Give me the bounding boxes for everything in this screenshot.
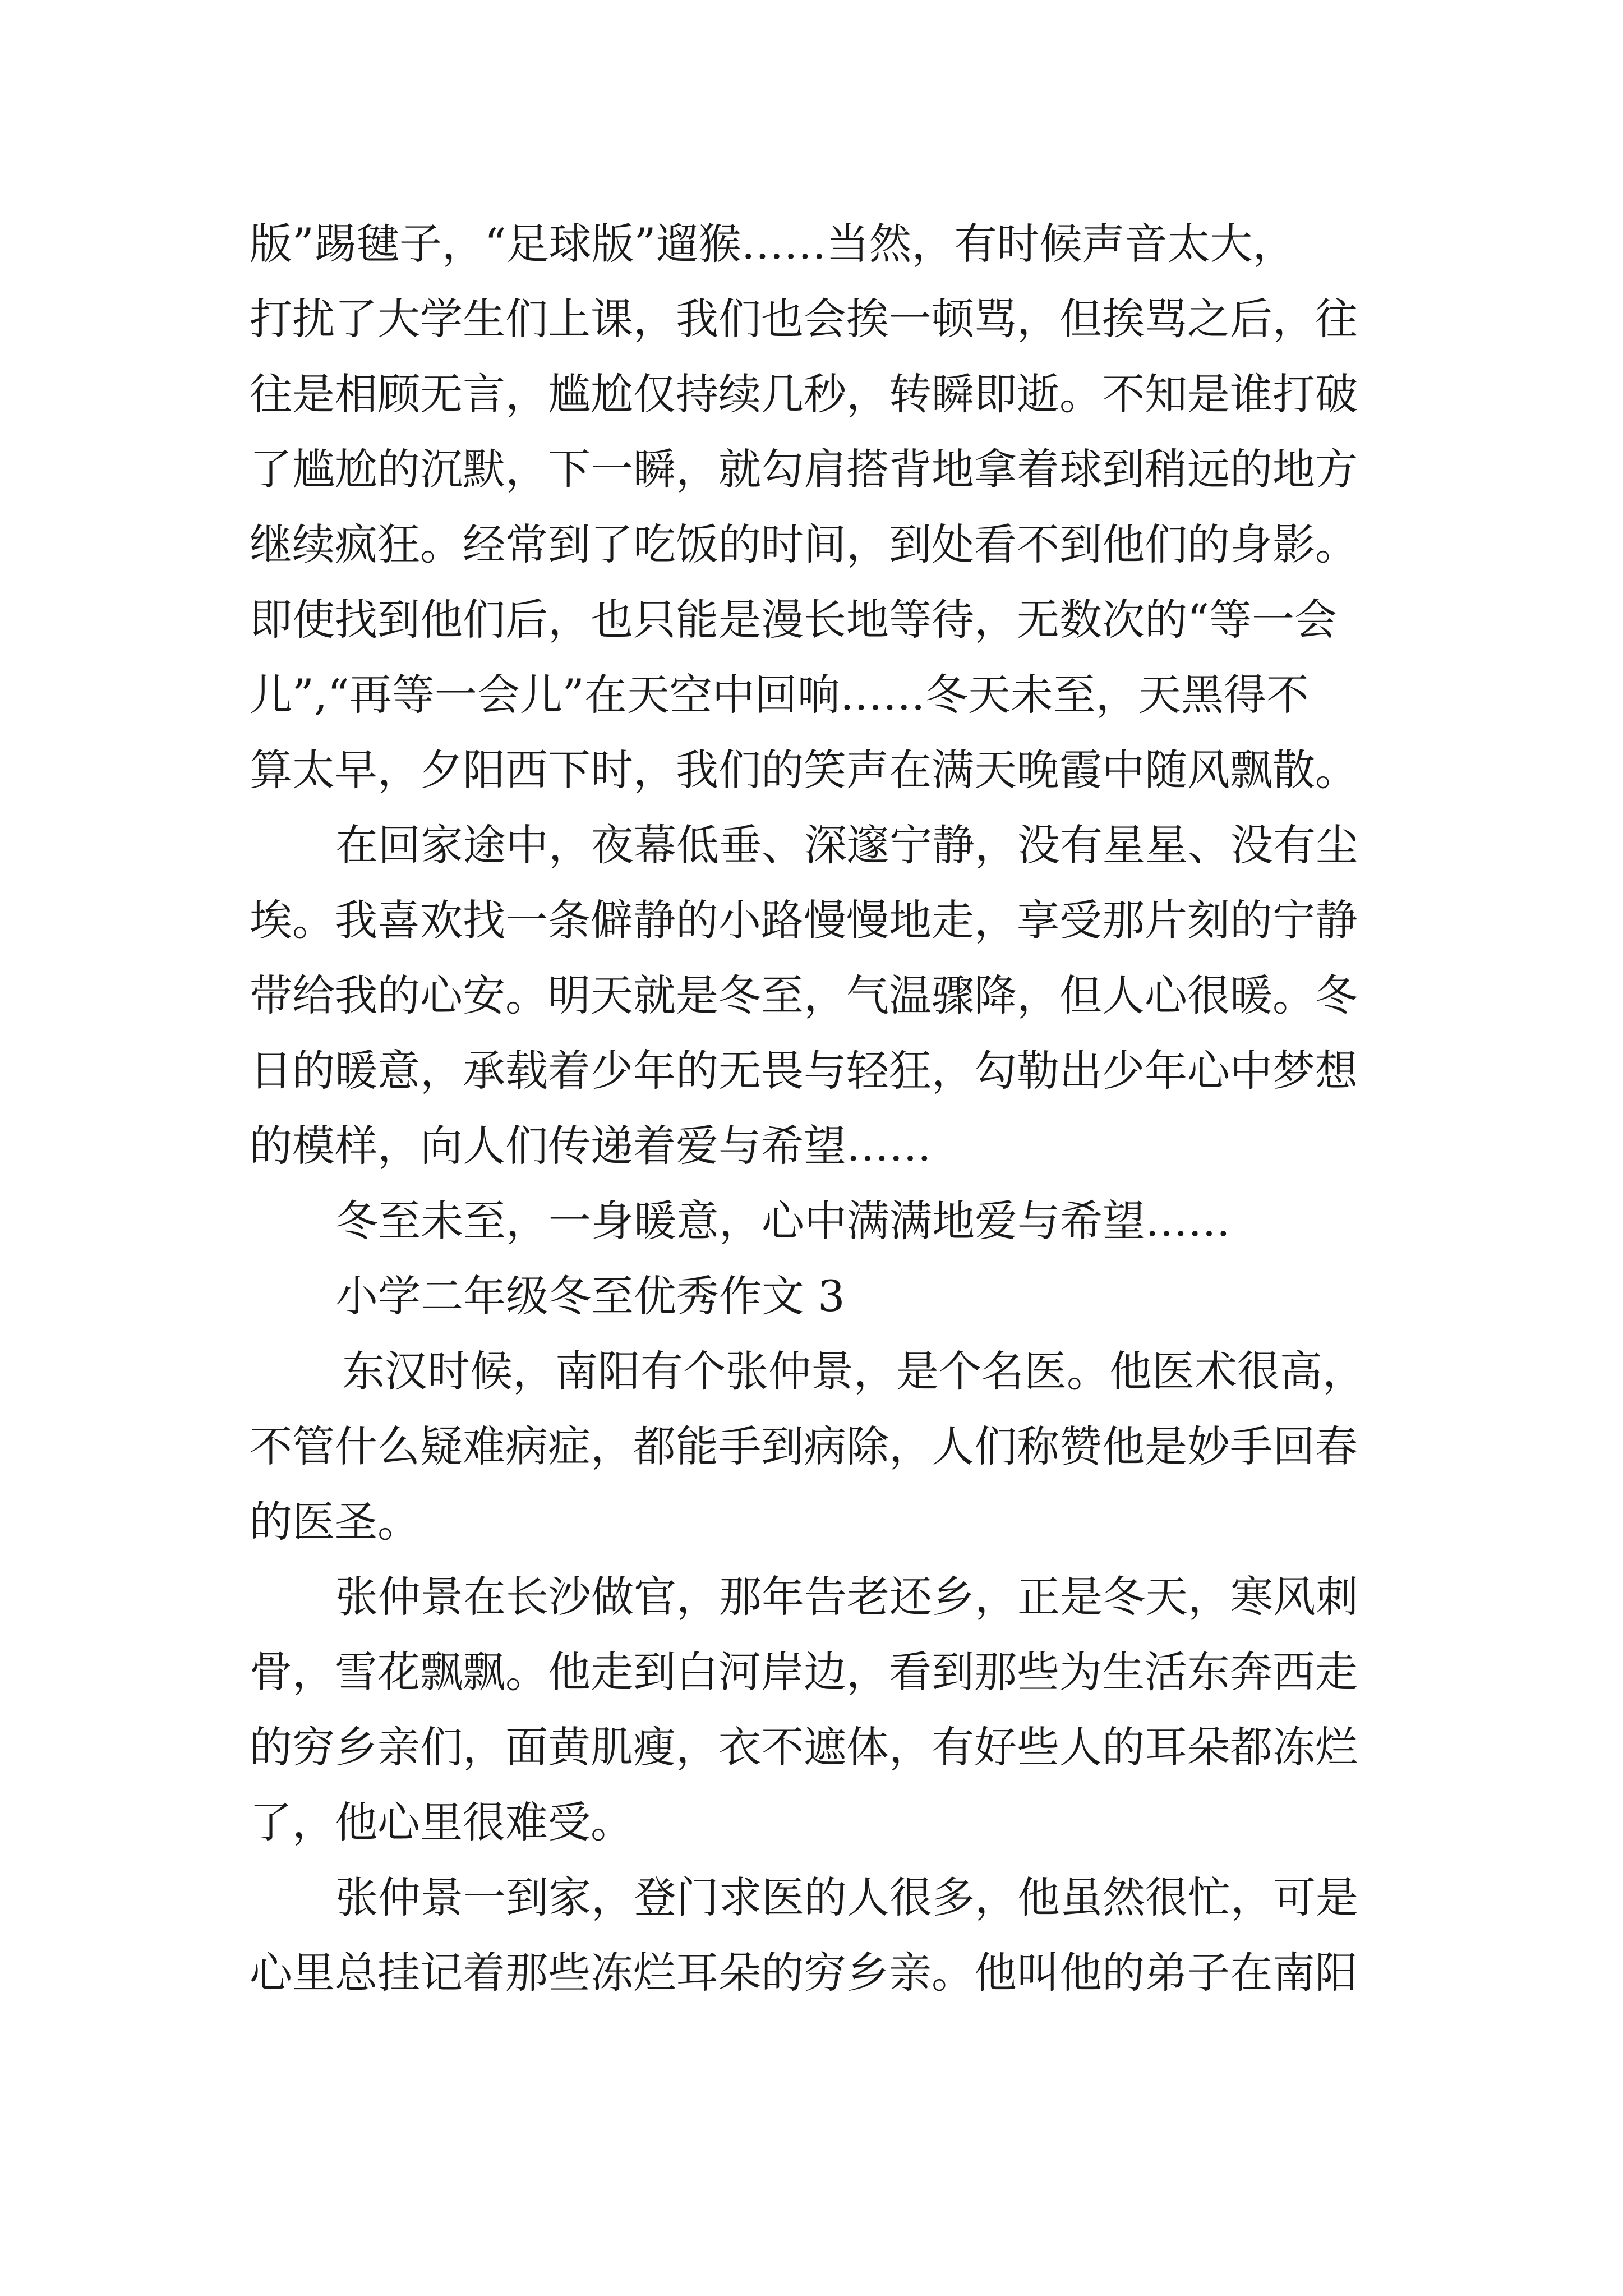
text-line: 继续疯狂。经常到了吃饭的时间，到处看不到他们的身影。 [250, 519, 1358, 569]
text-line: 即使找到他们后，也只能是漫长地等待，无数次的“等一会 [250, 595, 1337, 645]
text-line: 的模样，向人们传递着爱与希望…… [250, 1121, 932, 1171]
text-line: 版”踢毽子，“足球版”遛猴……当然，有时候声音太大， [250, 219, 1295, 269]
text-line: 日的暖意，承载着少年的无畏与轻狂，勾勒出少年心中梦想 [250, 1046, 1358, 1096]
text-line: 不管什么疑难病症，都能手到病除，人们称赞他是妙手回春 [250, 1421, 1358, 1471]
section-heading: 小学二年级冬至优秀作文 3 [335, 1271, 845, 1321]
text-line: 带给我的心安。明天就是冬至，气温骤降，但人心很暖。冬 [250, 970, 1358, 1020]
text-line: 的穷乡亲们，面黄肌瘦，衣不遮体，有好些人的耳朵都冻烂 [250, 1722, 1358, 1772]
text-line: 打扰了大学生们上课，我们也会挨一顿骂，但挨骂之后，往 [250, 294, 1358, 344]
text-line: 了尴尬的沉默，下一瞬，就勾肩搭背地拿着球到稍远的地方 [250, 444, 1358, 494]
text-line: 心里总挂记着那些冻烂耳朵的穷乡亲。他叫他的弟子在南阳 [250, 1948, 1358, 1998]
text-line: 往是相顾无言，尴尬仅持续几秒，转瞬即逝。不知是谁打破 [250, 369, 1358, 419]
text-line: 骨，雪花飘飘。他走到白河岸边，看到那些为生活东奔西走 [250, 1647, 1358, 1697]
text-line: 算太早，夕阳西下时，我们的笑声在满天晚霞中随风飘散。 [250, 745, 1358, 795]
text-line: 埃。我喜欢找一条僻静的小路慢慢地走，享受那片刻的宁静 [250, 895, 1358, 945]
text-line: 儿”,“再等一会儿”在天空中回响……冬天未至，天黑得不 [250, 670, 1309, 720]
paragraph-first-line: 冬至未至，一身暖意，心中满满地爱与希望…… [335, 1196, 1230, 1246]
paragraph-first-line: 张仲景在长沙做官，那年告老还乡，正是冬天，寒风刺 [335, 1572, 1358, 1622]
paragraph-first-line: 东汉时候，南阳有个张仲景，是个名医。他医术很高， [342, 1346, 1365, 1396]
text-line: 了，他心里很难受。 [250, 1797, 633, 1847]
paragraph-first-line: 张仲景一到家，登门求医的人很多，他虽然很忙，可是 [335, 1872, 1358, 1922]
paragraph-first-line: 在回家途中，夜幕低垂、深邃宁静，没有星星、没有尘 [335, 820, 1358, 870]
text-line: 的医圣。 [250, 1497, 420, 1547]
